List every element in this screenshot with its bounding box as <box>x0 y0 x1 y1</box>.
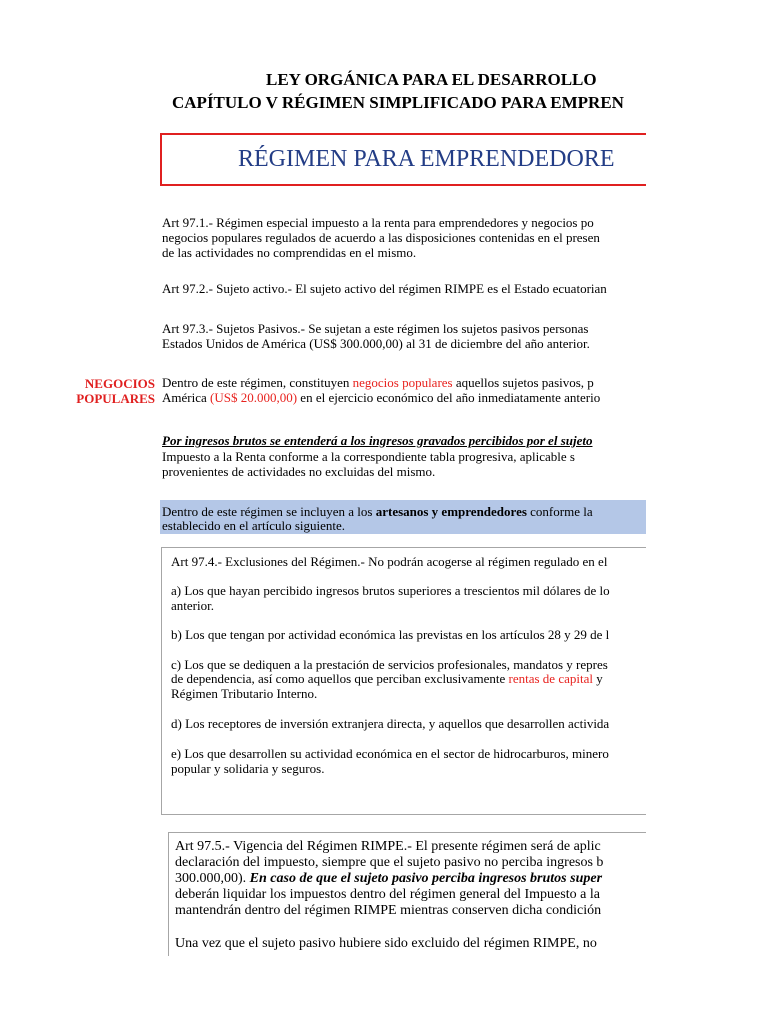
artesanos-text-c: conforme la <box>526 504 593 519</box>
negocios-line2-text-b: en el ejercicio económico del año inmediatamente anterio <box>297 390 601 405</box>
exclusion-a-line1: a) Los que hayan percibido ingresos brutos superiores a trescientos mil dólares de lo <box>171 583 610 598</box>
art-97-5-line6: Una vez que el sujeto pasivo hubiere sido excluido del régimen RIMPE, no <box>175 936 597 951</box>
art-97-5-amount: 300.000,00). <box>175 871 250 886</box>
art-97-5-line3 <box>175 871 602 886</box>
chapter-title: CAPÍTULO V RÉGIMEN SIMPLIFICADO PARA EMPREN <box>172 93 624 112</box>
art-97-1-line1: Art 97.1.- Régimen especial impuesto a la renta para emprendedores y negocios po <box>162 215 594 230</box>
exclusion-c-line3: Régimen Tributario Interno. <box>171 686 318 701</box>
negocios-line1-text-a: Dentro de este régimen, constituyen <box>162 375 353 390</box>
exclusion-e-line1: e) Los que desarrollen su actividad económica en el sector de hidrocarburos, minero <box>171 746 609 761</box>
exclusion-c-line1: c) Los que se dediquen a la prestación de servicios profesionales, mandatos y repres <box>171 657 608 672</box>
art-97-1-line3: de las actividades no comprendidas en el mismo. <box>162 245 417 260</box>
exclusion-c-text: de dependencia, así como aquellos que perciban exclusivamente <box>171 671 509 686</box>
art-97-2: Art 97.2.- Sujeto activo.- El sujeto activo del régimen RIMPE es el Estado ecuatorian <box>162 281 607 296</box>
art-97-5-emphasis: En caso de que el sujeto pasivo perciba ingresos brutos super <box>249 871 603 886</box>
negocios-line2 <box>162 391 600 405</box>
art-97-5-line1: Art 97.5.- Vigencia del Régimen RIMPE.- El presente régimen será de aplic <box>175 839 601 854</box>
exclusion-c-line2 <box>171 672 603 686</box>
art-97-5-line4: deberán liquidar los impuestos dentro del régimen general del Impuesto a la <box>175 887 600 902</box>
exclusion-e-line2: popular y solidaria y seguros. <box>171 761 325 776</box>
art-97-4-heading: Art 97.4.- Exclusiones del Régimen.- No podrán acogerse al régimen regulado en el <box>171 554 608 569</box>
exclusion-c-text-b: y <box>592 671 603 686</box>
ingresos-line2: Impuesto a la Renta conforme a la correspondiente tabla progresiva, aplicable s <box>162 449 575 464</box>
negocios-label-2: POPULARES <box>76 391 155 406</box>
artesanos-line2: establecido en el artículo siguiente. <box>162 518 346 533</box>
artesanos-bold: artesanos y emprendedores <box>375 504 527 519</box>
exclusion-a-line2: anterior. <box>171 598 214 613</box>
negocios-line2-text-a: América <box>162 390 211 405</box>
artesanos-text-a: Dentro de este régimen se incluyen a los <box>162 504 376 519</box>
section-title: RÉGIMEN PARA EMPRENDEDORE <box>238 146 615 172</box>
negocios-line1-text-b: aquellos sujetos pasivos, p <box>452 375 594 390</box>
negocios-populares-highlight: negocios populares <box>352 375 453 390</box>
art-97-3-line2: Estados Unidos de América (US$ 300.000,00) al 31 de diciembre del año anterior. <box>162 336 590 351</box>
negocios-label-1: NEGOCIOS <box>84 376 155 391</box>
art-97-5-line5: mantendrán dentro del régimen RIMPE mientras conserven dicha condición <box>175 903 602 918</box>
rentas-capital-highlight: rentas de capital <box>508 671 593 686</box>
exclusion-b: b) Los que tengan por actividad económica las previstas en los artículos 28 y 29 de l <box>171 627 610 642</box>
exclusion-d: d) Los receptores de inversión extranjera directa, y aquellos que desarrollen activida <box>171 716 610 731</box>
ingresos-line1: Por ingresos brutos se entenderá a los ingresos gravados percibidos por el sujeto <box>162 433 593 448</box>
art-97-1-line2: negocios populares regulados de acuerdo a las disposiciones contenidas en el presen <box>162 230 600 245</box>
law-title: LEY ORGÁNICA PARA EL DESARROLLO <box>266 70 597 89</box>
art-97-3-line1: Art 97.3.- Sujetos Pasivos.- Se sujetan a este régimen los sujetos pasivos personas <box>162 321 589 336</box>
amount-highlight: (US$ 20.000,00) <box>210 390 298 405</box>
ingresos-line3: provenientes de actividades no excluidas del mismo. <box>162 464 436 479</box>
artesanos-line1 <box>162 505 593 519</box>
negocios-line1 <box>162 376 594 390</box>
art-97-5-line2: declaración del impuesto, siempre que el sujeto pasivo no perciba ingresos b <box>175 855 604 870</box>
